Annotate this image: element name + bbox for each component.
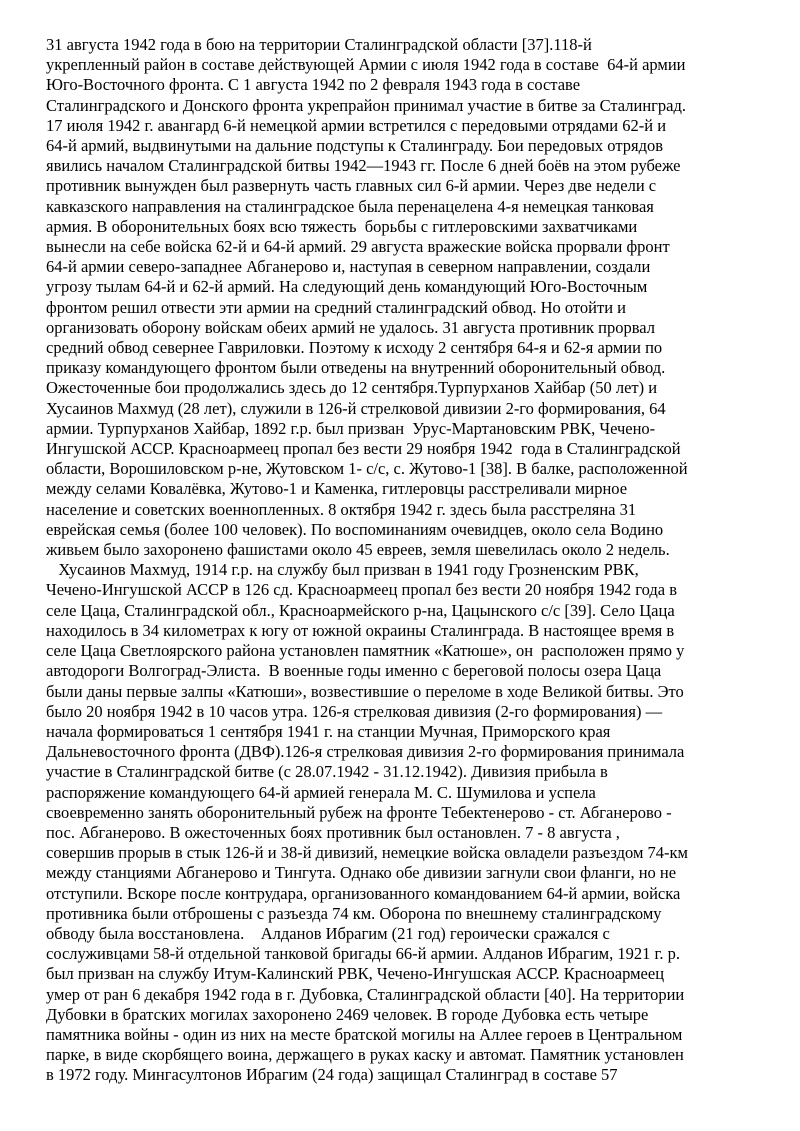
text-line: организовать оборону войскам обеих армий не удалось. 31 августа противник прорвал (46, 317, 655, 337)
text-line: обводу была восстановлена. Алданов Ибрагим (21 год) героически сражался с (46, 923, 610, 943)
body-text (46, 35, 758, 1086)
text-line: умер от ран 6 декабря 1942 года в г. Дубовка, Сталинградской области [40]. На территории (46, 984, 685, 1004)
text-line: Хусаинов Махмуд (28 лет), служили в 126-й стрелковой дивизии 2-го формирования, 64 (46, 398, 666, 418)
text-line: участие в Сталинградской битве (с 28.07.1942 - 31.12.1942). Дивизия прибыла в (46, 762, 608, 782)
text-line: парке, в виде скорбящего воина, держащего в руках каску и автомат. Памятник установлен (46, 1045, 684, 1065)
text-line: еврейская семья (более 100 человек). По воспоминаниям очевидцев, около села Водино (46, 519, 664, 539)
text-line: области, Ворошиловском р-не, Жутовском 1- с/с, с. Жутово-1 [38]. В балке, расположенной (46, 459, 688, 479)
text-line: был призван на службу Итум-Калинский РВК, Чечено-Ингушская АССР. Красноармеец (46, 964, 665, 984)
text-line: средний обвод севернее Гавриловки. Поэтому к исходу 2 сентября 64-я и 62-я армии по (46, 338, 663, 358)
text-line: отступили. Вскоре после контрудара, организованного командованием 64-й армии, войска (46, 883, 681, 903)
text-line: армия. В оборонительных боях всю тяжесть борьбы с гитлеровскими захватчиками (46, 216, 638, 236)
text-line: приказу командующего фронтом были отведены на внутренний оборонительный обвод. (46, 358, 666, 378)
text-line: 64-й армии северо-западнее Абганерово и, наступая в северном направлении, создали (46, 257, 651, 277)
text-line: Ожесточенные бои продолжались здесь до 12 сентября.Турпурханов Хайбар (50 лет) и (46, 378, 658, 398)
text-line: вынесли на себе войска 62-й и 64-й армий. 29 августа вражеские войска прорвали фронт (46, 237, 670, 257)
text-line: фронтом решил отвести эти армии на средний сталинградский обвод. Но отойти и (46, 297, 627, 317)
text-line: Сталинградского и Донского фронта укрепрайон принимал участие в битве за Сталинград. (46, 95, 687, 115)
text-line: кавказского направления на сталинградское была перенацелена 4-я немецкая танковая (46, 196, 654, 216)
text-line: было 20 ноября 1942 в 10 часов утра. 126-я стрелковая дивизия (2-го формирования) — (46, 701, 663, 721)
text-line: население и советских военнопленных. 8 октября 1942 г. здесь была расстреляна 31 (46, 499, 637, 519)
text-line: явились началом Сталинградской битвы 1942—1943 гг. После 6 дней боёв на этом рубеже (46, 156, 681, 176)
text-line: сослуживцами 58-й отдельной танковой бригады 66-й армии. Алданов Ибрагим, 1921 г. р. (46, 944, 681, 964)
text-line: селе Цаца Светлоярского района установлен памятник «Катюше», он расположен прямо у (46, 641, 685, 661)
text-line: селе Цаца, Сталинградской обл., Красноармейского р-на, Цацынского с/с [39]. Село Цаца (46, 600, 675, 620)
text-line: были даны первые залпы «Катюши», возвестившие о переломе в ходе Великой битвы. Это (46, 681, 684, 701)
text-line: совершив прорыв в стык 126-й и 38-й дивизий, немецкие войска овладели разъездом 74-км (46, 843, 688, 863)
text-line: Чечено-Ингушской АССР в 126 сд. Красноармеец пропал без вести 20 ноября 1942 года в (46, 580, 678, 600)
text-line: 64-й армий, выдвинутыми на дальние подступы к Сталинграду. Бои передовых отрядов (46, 136, 664, 156)
text-line: между станциями Абганерово и Тингута. Однако обе дивизии загнули свои фланги, но не (46, 863, 677, 883)
text-line: распоряжение командующего 64-й армией генерала М. С. Шумилова и успела (46, 782, 596, 802)
text-line: 17 июля 1942 г. авангард 6-й немецкой армии встретился с передовыми отрядами 62-й и (46, 115, 667, 135)
text-line: противника были отброшены с разъезда 74 км. Оборона по внешнему сталинградскому (46, 903, 662, 923)
text-line: в 1972 году. Мингасултонов Ибрагим (24 года) защищал Сталинград в составе 57 (46, 1065, 618, 1085)
text-line: Юго-Восточного фронта. С 1 августа 1942 по 2 февраля 1943 года в составе (46, 75, 581, 95)
text-line: пос. Абганерово. В ожесточенных боях противник был остановлен. 7 - 8 августа , (46, 822, 620, 842)
text-line: живьем было захоронено фашистами около 45 евреев, земля шевелилась около 2 недель. (46, 540, 670, 560)
text-line: памятника войны - один из них на месте братской могилы на Аллее героев в Центральном (46, 1024, 683, 1044)
text-line: Дубовки в братских могилах захоронено 2469 человек. В городе Дубовка есть четыре (46, 1004, 649, 1024)
text-line: своевременно занять оборонительный рубеж на фронте Тебектенерово - ст. Абганерово - (46, 802, 672, 822)
text-line: между селами Ковалёвка, Жутово-1 и Каменка, гитлеровцы расстреливали мирное (46, 479, 628, 499)
text-line: армии. Турпурханов Хайбар, 1892 г.р. был призван Урус-Мартановским РВК, Чечено- (46, 418, 656, 438)
text-line: противник вынужден был развернуть часть главных сил 6-й армии. Через две недели с (46, 176, 657, 196)
text-line: автодороги Волгоград-Элиста. В военные годы именно с береговой полосы озера Цаца (46, 661, 662, 681)
text-line: 31 августа 1942 года в бою на территории Сталинградской области [37].118-й (46, 35, 592, 54)
text-line: находилось в 34 километрах к югу от южной окраины Сталинграда. В настоящее время в (46, 620, 675, 640)
text-line: Хусаинов Махмуд, 1914 г.р. на службу был призван в 1941 году Грозненским РВК, (46, 560, 639, 580)
text-line: укрепленный район в составе действующей Армии с июля 1942 года в составе 64-й армии (46, 55, 686, 75)
text-line: начала формироваться 1 сентября 1941 г. на станции Мучная, Приморского края (46, 721, 611, 741)
text-line: Дальневосточного фронта (ДВФ).126-я стрелковая дивизия 2-го формирования принимала (46, 742, 685, 762)
text-line: угрозу тылам 64-й и 62-й армий. На следующий день командующий Юго-Восточным (46, 277, 648, 297)
text-line: Ингушской АССР. Красноармеец пропал без вести 29 ноября 1942 года в Сталинградской (46, 439, 681, 459)
